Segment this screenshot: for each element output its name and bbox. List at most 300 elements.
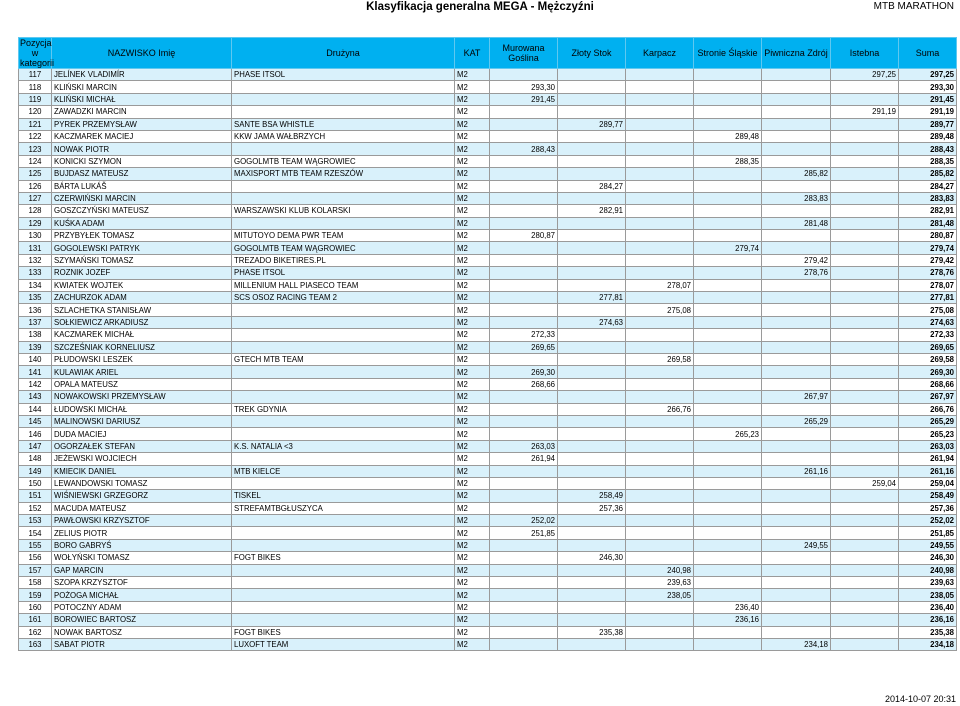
- piwniczna-zdroj-cell: 281,48: [762, 217, 831, 229]
- team-cell: GOGOLMTB TEAM WĄGROWIEC: [232, 242, 455, 254]
- stronie-slaskie-cell: [694, 279, 762, 291]
- zloty-stok-cell: [558, 329, 626, 341]
- position-cell: 143: [19, 391, 52, 403]
- table-row[interactable]: [19, 205, 957, 217]
- category-cell: M2: [455, 180, 490, 192]
- position-cell: 119: [19, 93, 52, 105]
- table-row[interactable]: [19, 614, 957, 626]
- istebna-cell: [831, 341, 899, 353]
- istebna-cell: [831, 143, 899, 155]
- team-cell: PHASE ITSOL: [232, 69, 455, 81]
- murowana-goslina-cell: [490, 118, 558, 130]
- karpacz-cell: [626, 440, 694, 452]
- table-row[interactable]: [19, 453, 957, 465]
- category-cell: M2: [455, 143, 490, 155]
- table-row[interactable]: [19, 564, 957, 576]
- zloty-stok-cell: [558, 440, 626, 452]
- sum-cell: 251,85: [899, 527, 957, 539]
- zloty-stok-cell: [558, 564, 626, 576]
- piwniczna-zdroj-cell: [762, 378, 831, 390]
- table-row[interactable]: [19, 267, 957, 279]
- karpacz-cell: [626, 614, 694, 626]
- table-row[interactable]: [19, 515, 957, 527]
- karpacz-cell: [626, 490, 694, 502]
- category-cell: M2: [455, 341, 490, 353]
- table-row[interactable]: [19, 638, 957, 650]
- sum-cell: 289,77: [899, 118, 957, 130]
- stronie-slaskie-cell: [694, 69, 762, 81]
- table-row[interactable]: [19, 428, 957, 440]
- stronie-slaskie-cell: [694, 577, 762, 589]
- piwniczna-zdroj-cell: [762, 316, 831, 328]
- position-cell: 153: [19, 515, 52, 527]
- category-cell: M2: [455, 130, 490, 142]
- karpacz-cell: 239,63: [626, 577, 694, 589]
- murowana-goslina-cell: 269,30: [490, 366, 558, 378]
- table-row[interactable]: [19, 279, 957, 291]
- karpacz-cell: [626, 601, 694, 613]
- name-cell: MALINOWSKI DARIUSZ: [52, 415, 232, 427]
- team-cell: [232, 564, 455, 576]
- istebna-cell: 291,19: [831, 106, 899, 118]
- category-cell: M2: [455, 155, 490, 167]
- team-cell: [232, 515, 455, 527]
- sum-cell: 268,66: [899, 378, 957, 390]
- position-cell: 131: [19, 242, 52, 254]
- piwniczna-zdroj-cell: 285,82: [762, 168, 831, 180]
- name-cell: KACZMAREK MICHAŁ: [52, 329, 232, 341]
- team-cell: STREFAMTBGŁUSZYCA: [232, 502, 455, 514]
- sum-cell: 285,82: [899, 168, 957, 180]
- stronie-slaskie-cell: 289,48: [694, 130, 762, 142]
- table-row[interactable]: [19, 69, 957, 81]
- name-cell: OGORZAŁEK STEFAN: [52, 440, 232, 452]
- stronie-slaskie-cell: [694, 490, 762, 502]
- piwniczna-zdroj-cell: [762, 279, 831, 291]
- karpacz-cell: [626, 366, 694, 378]
- istebna-cell: [831, 403, 899, 415]
- murowana-goslina-cell: [490, 155, 558, 167]
- table-row[interactable]: [19, 552, 957, 564]
- istebna-cell: [831, 118, 899, 130]
- sum-cell: 269,30: [899, 366, 957, 378]
- name-cell: WIŚNIEWSKI GRZEGORZ: [52, 490, 232, 502]
- istebna-cell: [831, 130, 899, 142]
- karpacz-cell: 278,07: [626, 279, 694, 291]
- stronie-slaskie-cell: [694, 168, 762, 180]
- zloty-stok-cell: 257,36: [558, 502, 626, 514]
- col-header-karpacz[interactable]: Karpacz: [626, 38, 694, 69]
- murowana-goslina-cell: [490, 465, 558, 477]
- col-header-zloty-stok[interactable]: Złoty Stok: [558, 38, 626, 69]
- karpacz-cell: [626, 428, 694, 440]
- position-cell: 118: [19, 81, 52, 93]
- stronie-slaskie-cell: [694, 391, 762, 403]
- category-cell: M2: [455, 490, 490, 502]
- karpacz-cell: [626, 415, 694, 427]
- murowana-goslina-cell: 263,03: [490, 440, 558, 452]
- position-cell: 120: [19, 106, 52, 118]
- col-header-category[interactable]: KAT: [455, 38, 490, 69]
- position-cell: 145: [19, 415, 52, 427]
- karpacz-cell: [626, 527, 694, 539]
- col-header-piwniczna-zdroj[interactable]: Piwniczna Zdrój: [762, 38, 831, 69]
- table-row[interactable]: [19, 316, 957, 328]
- murowana-goslina-cell: [490, 428, 558, 440]
- position-cell: 150: [19, 477, 52, 489]
- murowana-goslina-cell: [490, 638, 558, 650]
- sum-cell: 274,63: [899, 316, 957, 328]
- zloty-stok-cell: [558, 192, 626, 204]
- category-cell: M2: [455, 638, 490, 650]
- stronie-slaskie-cell: [694, 353, 762, 365]
- table-row[interactable]: [19, 168, 957, 180]
- table-row[interactable]: [19, 180, 957, 192]
- table-row[interactable]: [19, 106, 957, 118]
- position-cell: 129: [19, 217, 52, 229]
- murowana-goslina-cell: [490, 254, 558, 266]
- sum-cell: 282,91: [899, 205, 957, 217]
- sum-cell: 293,30: [899, 81, 957, 93]
- timestamp: 2014-10-07 20:31: [884, 694, 956, 704]
- category-cell: M2: [455, 552, 490, 564]
- stronie-slaskie-cell: [694, 378, 762, 390]
- karpacz-cell: [626, 180, 694, 192]
- position-cell: 124: [19, 155, 52, 167]
- piwniczna-zdroj-cell: [762, 81, 831, 93]
- murowana-goslina-cell: [490, 502, 558, 514]
- sum-cell: 272,33: [899, 329, 957, 341]
- sum-cell: 259,04: [899, 477, 957, 489]
- stronie-slaskie-cell: 279,74: [694, 242, 762, 254]
- piwniczna-zdroj-cell: [762, 341, 831, 353]
- results-table: [18, 37, 957, 651]
- istebna-cell: [831, 267, 899, 279]
- team-cell: WARSZAWSKI KLUB KOLARSKI: [232, 205, 455, 217]
- murowana-goslina-cell: [490, 168, 558, 180]
- team-cell: GOGOLMTB TEAM WĄGROWIEC: [232, 155, 455, 167]
- col-header-murowana-goslina[interactable]: Murowana Goślina: [490, 38, 558, 69]
- position-cell: 121: [19, 118, 52, 130]
- team-cell: [232, 329, 455, 341]
- table-row[interactable]: [19, 601, 957, 613]
- piwniczna-zdroj-cell: 234,18: [762, 638, 831, 650]
- piwniczna-zdroj-cell: [762, 477, 831, 489]
- table-row[interactable]: [19, 254, 957, 266]
- piwniczna-zdroj-cell: [762, 589, 831, 601]
- position-cell: 125: [19, 168, 52, 180]
- piwniczna-zdroj-cell: [762, 403, 831, 415]
- istebna-cell: 297,25: [831, 69, 899, 81]
- istebna-cell: [831, 180, 899, 192]
- stronie-slaskie-cell: 236,16: [694, 614, 762, 626]
- karpacz-cell: [626, 168, 694, 180]
- murowana-goslina-cell: 293,30: [490, 81, 558, 93]
- piwniczna-zdroj-cell: [762, 564, 831, 576]
- zloty-stok-cell: [558, 589, 626, 601]
- table-row[interactable]: [19, 366, 957, 378]
- murowana-goslina-cell: [490, 539, 558, 551]
- zloty-stok-cell: [558, 267, 626, 279]
- table-row[interactable]: [19, 415, 957, 427]
- sum-cell: 240,98: [899, 564, 957, 576]
- piwniczna-zdroj-cell: [762, 130, 831, 142]
- stronie-slaskie-cell: [694, 502, 762, 514]
- team-cell: TREK GDYNIA: [232, 403, 455, 415]
- istebna-cell: [831, 254, 899, 266]
- category-cell: M2: [455, 440, 490, 452]
- stronie-slaskie-cell: [694, 267, 762, 279]
- team-cell: [232, 453, 455, 465]
- team-cell: [232, 106, 455, 118]
- position-cell: 146: [19, 428, 52, 440]
- istebna-cell: [831, 515, 899, 527]
- position-cell: 148: [19, 453, 52, 465]
- name-cell: BÁRTA LUKÁŠ: [52, 180, 232, 192]
- position-cell: 127: [19, 192, 52, 204]
- istebna-cell: [831, 279, 899, 291]
- category-cell: M2: [455, 601, 490, 613]
- table-row[interactable]: [19, 143, 957, 155]
- stronie-slaskie-cell: [694, 292, 762, 304]
- sum-cell: 284,27: [899, 180, 957, 192]
- name-cell: SABAT PIOTR: [52, 638, 232, 650]
- zloty-stok-cell: [558, 515, 626, 527]
- zloty-stok-cell: [558, 477, 626, 489]
- table-row[interactable]: [19, 477, 957, 489]
- murowana-goslina-cell: [490, 130, 558, 142]
- murowana-goslina-cell: [490, 205, 558, 217]
- results-body: [19, 69, 957, 651]
- piwniczna-zdroj-cell: 249,55: [762, 539, 831, 551]
- table-row[interactable]: [19, 440, 957, 452]
- murowana-goslina-cell: 272,33: [490, 329, 558, 341]
- table-row[interactable]: [19, 242, 957, 254]
- murowana-goslina-cell: [490, 304, 558, 316]
- position-cell: 155: [19, 539, 52, 551]
- position-cell: 147: [19, 440, 52, 452]
- zloty-stok-cell: 258,49: [558, 490, 626, 502]
- stronie-slaskie-cell: [694, 638, 762, 650]
- stronie-slaskie-cell: 265,23: [694, 428, 762, 440]
- col-header-name[interactable]: NAZWISKO Imię: [52, 38, 232, 69]
- table-row[interactable]: [19, 577, 957, 589]
- team-cell: PHASE ITSOL: [232, 267, 455, 279]
- murowana-goslina-cell: [490, 490, 558, 502]
- istebna-cell: [831, 527, 899, 539]
- karpacz-cell: [626, 217, 694, 229]
- name-cell: MACUDA MATEUSZ: [52, 502, 232, 514]
- position-cell: 158: [19, 577, 52, 589]
- zloty-stok-cell: [558, 366, 626, 378]
- table-row[interactable]: [19, 192, 957, 204]
- table-row[interactable]: [19, 341, 957, 353]
- karpacz-cell: [626, 552, 694, 564]
- stronie-slaskie-cell: [694, 341, 762, 353]
- table-row[interactable]: [19, 490, 957, 502]
- murowana-goslina-cell: 280,87: [490, 230, 558, 242]
- table-row[interactable]: [19, 304, 957, 316]
- table-row[interactable]: [19, 81, 957, 93]
- name-cell: PAWŁOWSKI KRZYSZTOF: [52, 515, 232, 527]
- team-cell: [232, 527, 455, 539]
- category-cell: M2: [455, 81, 490, 93]
- karpacz-cell: [626, 93, 694, 105]
- name-cell: ROZNIK JOZEF: [52, 267, 232, 279]
- category-cell: M2: [455, 477, 490, 489]
- istebna-cell: [831, 230, 899, 242]
- category-cell: M2: [455, 614, 490, 626]
- table-row[interactable]: [19, 329, 957, 341]
- zloty-stok-cell: [558, 601, 626, 613]
- team-cell: SANTE BSA WHISTLE: [232, 118, 455, 130]
- table-row[interactable]: [19, 378, 957, 390]
- karpacz-cell: [626, 205, 694, 217]
- position-cell: 160: [19, 601, 52, 613]
- brand-label: MTB MARATHON: [873, 1, 954, 12]
- table-row[interactable]: [19, 502, 957, 514]
- col-header-stronie-slaskie[interactable]: Stronie Śląskie: [694, 38, 762, 69]
- col-header-team[interactable]: Drużyna: [232, 38, 455, 69]
- zloty-stok-cell: [558, 341, 626, 353]
- murowana-goslina-cell: [490, 106, 558, 118]
- position-cell: 152: [19, 502, 52, 514]
- zloty-stok-cell: [558, 614, 626, 626]
- category-cell: M2: [455, 403, 490, 415]
- sum-cell: 235,38: [899, 626, 957, 638]
- karpacz-cell: [626, 515, 694, 527]
- karpacz-cell: [626, 465, 694, 477]
- zloty-stok-cell: [558, 453, 626, 465]
- piwniczna-zdroj-cell: [762, 180, 831, 192]
- table-row[interactable]: [19, 130, 957, 142]
- piwniczna-zdroj-cell: [762, 366, 831, 378]
- category-cell: M2: [455, 515, 490, 527]
- team-cell: [232, 614, 455, 626]
- col-header-istebna[interactable]: Istebna: [831, 38, 899, 69]
- sum-cell: 238,05: [899, 589, 957, 601]
- murowana-goslina-cell: [490, 391, 558, 403]
- sum-cell: 281,48: [899, 217, 957, 229]
- murowana-goslina-cell: 251,85: [490, 527, 558, 539]
- murowana-goslina-cell: [490, 415, 558, 427]
- category-cell: M2: [455, 378, 490, 390]
- karpacz-cell: [626, 155, 694, 167]
- murowana-goslina-cell: 288,43: [490, 143, 558, 155]
- team-cell: GTECH MTB TEAM: [232, 353, 455, 365]
- karpacz-cell: 238,05: [626, 589, 694, 601]
- table-row[interactable]: [19, 527, 957, 539]
- zloty-stok-cell: [558, 527, 626, 539]
- table-row[interactable]: [19, 155, 957, 167]
- murowana-goslina-cell: [490, 217, 558, 229]
- position-cell: 161: [19, 614, 52, 626]
- name-cell: KACZMAREK MACIEJ: [52, 130, 232, 142]
- table-row[interactable]: [19, 230, 957, 242]
- position-cell: 157: [19, 564, 52, 576]
- zloty-stok-cell: 284,27: [558, 180, 626, 192]
- col-header-position[interactable]: Pozycja w kategorii: [20, 38, 55, 68]
- category-cell: M2: [455, 353, 490, 365]
- table-row[interactable]: [19, 217, 957, 229]
- category-cell: M2: [455, 254, 490, 266]
- sum-cell: 257,36: [899, 502, 957, 514]
- table-row[interactable]: [19, 589, 957, 601]
- category-cell: M2: [455, 292, 490, 304]
- table-row[interactable]: [19, 626, 957, 638]
- zloty-stok-cell: [558, 242, 626, 254]
- category-cell: M2: [455, 168, 490, 180]
- istebna-cell: [831, 292, 899, 304]
- sum-cell: 279,74: [899, 242, 957, 254]
- position-cell: 133: [19, 267, 52, 279]
- table-row[interactable]: [19, 292, 957, 304]
- zloty-stok-cell: [558, 230, 626, 242]
- category-cell: M2: [455, 316, 490, 328]
- name-cell: KMIECIK DANIEL: [52, 465, 232, 477]
- stronie-slaskie-cell: [694, 254, 762, 266]
- name-cell: KONICKI SZYMON: [52, 155, 232, 167]
- name-cell: PŁUDOWSKI LESZEK: [52, 353, 232, 365]
- piwniczna-zdroj-cell: [762, 329, 831, 341]
- karpacz-cell: [626, 106, 694, 118]
- istebna-cell: [831, 589, 899, 601]
- zloty-stok-cell: [558, 217, 626, 229]
- table-row[interactable]: [19, 391, 957, 403]
- sum-cell: 252,02: [899, 515, 957, 527]
- team-cell: [232, 601, 455, 613]
- piwniczna-zdroj-cell: [762, 242, 831, 254]
- stronie-slaskie-cell: [694, 589, 762, 601]
- piwniczna-zdroj-cell: [762, 502, 831, 514]
- name-cell: JELÍNEK VLADIMÍR: [52, 69, 232, 81]
- table-row[interactable]: [19, 403, 957, 415]
- category-cell: M2: [455, 539, 490, 551]
- sum-cell: 269,65: [899, 341, 957, 353]
- table-row[interactable]: [19, 118, 957, 130]
- murowana-goslina-cell: [490, 477, 558, 489]
- category-cell: M2: [455, 69, 490, 81]
- position-cell: 132: [19, 254, 52, 266]
- col-header-sum[interactable]: Suma: [899, 38, 957, 69]
- team-cell: [232, 304, 455, 316]
- position-cell: 163: [19, 638, 52, 650]
- sum-cell: 261,94: [899, 453, 957, 465]
- sum-cell: 249,55: [899, 539, 957, 551]
- stronie-slaskie-cell: [694, 366, 762, 378]
- istebna-cell: [831, 601, 899, 613]
- karpacz-cell: [626, 626, 694, 638]
- table-row[interactable]: [19, 93, 957, 105]
- zloty-stok-cell: [558, 353, 626, 365]
- piwniczna-zdroj-cell: [762, 143, 831, 155]
- istebna-cell: [831, 168, 899, 180]
- karpacz-cell: [626, 192, 694, 204]
- stronie-slaskie-cell: [694, 403, 762, 415]
- piwniczna-zdroj-cell: [762, 552, 831, 564]
- table-row[interactable]: [19, 465, 957, 477]
- karpacz-cell: [626, 316, 694, 328]
- table-row[interactable]: [19, 539, 957, 551]
- sum-cell: 269,58: [899, 353, 957, 365]
- team-cell: [232, 341, 455, 353]
- sum-cell: 236,40: [899, 601, 957, 613]
- sum-cell: 266,76: [899, 403, 957, 415]
- stronie-slaskie-cell: [694, 205, 762, 217]
- istebna-cell: [831, 353, 899, 365]
- table-row[interactable]: [19, 353, 957, 365]
- piwniczna-zdroj-cell: [762, 490, 831, 502]
